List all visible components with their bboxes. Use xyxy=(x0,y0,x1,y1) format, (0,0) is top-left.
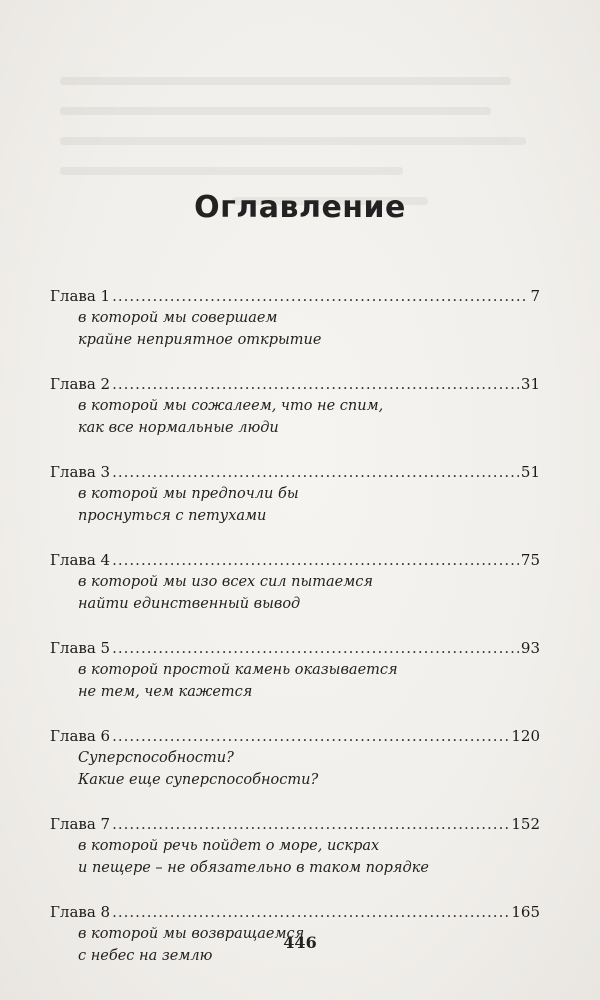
toc-entry-head xyxy=(50,549,540,571)
chapter-page-number: 75 xyxy=(520,551,540,569)
chapter-label: Глава 7 xyxy=(50,815,111,833)
chapter-label: Глава 1 xyxy=(50,287,111,305)
chapter-page-number: 152 xyxy=(511,815,540,833)
chapter-subtitle-line: в которой мы возвращаемся xyxy=(78,926,305,942)
toc-entry-head xyxy=(50,285,540,307)
toc-entry-head xyxy=(50,637,540,659)
chapter-subtitle xyxy=(50,571,540,615)
chapter-subtitle-line: проснуться с петухами xyxy=(78,508,267,524)
chapter-label: Глава 6 xyxy=(50,727,111,745)
chapter-label: Глава 2 xyxy=(50,375,111,393)
chapter-subtitle-line: Какие еще суперспособности? xyxy=(78,772,319,788)
chapter-subtitle-line: в которой мы совершаем xyxy=(78,310,278,326)
table-of-contents xyxy=(50,285,540,989)
chapter-page-number: 165 xyxy=(511,903,540,921)
chapter-page-number: 31 xyxy=(520,375,540,393)
bleed-through-text xyxy=(60,55,550,285)
toc-entry-5[interactable] xyxy=(50,637,540,703)
dot-leader xyxy=(112,285,528,307)
chapter-page-number: 93 xyxy=(520,639,540,657)
chapter-subtitle-line: в которой мы изо всех сил пытаемся xyxy=(78,574,373,590)
chapter-subtitle xyxy=(50,835,540,879)
dot-leader xyxy=(112,725,509,747)
chapter-subtitle-line: в которой мы предпочли бы xyxy=(78,486,299,502)
toc-entry-head xyxy=(50,373,540,395)
chapter-subtitle-line: в которой речь пойдет о море, искрах xyxy=(78,838,380,854)
toc-entry-3[interactable] xyxy=(50,461,540,527)
toc-entry-2[interactable] xyxy=(50,373,540,439)
toc-entry-head xyxy=(50,461,540,483)
toc-entry-head xyxy=(50,725,540,747)
chapter-label: Глава 5 xyxy=(50,639,111,657)
toc-entry-1[interactable] xyxy=(50,285,540,351)
chapter-page-number: 120 xyxy=(511,727,540,745)
chapter-page-number: 7 xyxy=(530,287,540,305)
chapter-subtitle-line: в которой мы сожалеем, что не спим, xyxy=(78,398,384,414)
chapter-subtitle-line: крайне неприятное открытие xyxy=(78,332,322,348)
dot-leader xyxy=(112,637,519,659)
chapter-subtitle xyxy=(50,483,540,527)
chapter-subtitle xyxy=(50,747,540,791)
chapter-label: Глава 4 xyxy=(50,551,111,569)
page-title: Оглавление xyxy=(194,190,406,225)
chapter-page-number: 51 xyxy=(520,463,540,481)
dot-leader xyxy=(112,373,519,395)
dot-leader xyxy=(112,901,509,923)
chapter-subtitle-line: в которой простой камень оказывается xyxy=(78,662,398,678)
chapter-label: Глава 3 xyxy=(50,463,111,481)
chapter-subtitle-line: Суперспособности? xyxy=(78,750,234,766)
chapter-subtitle xyxy=(50,659,540,703)
dot-leader xyxy=(112,461,519,483)
dot-leader xyxy=(112,813,509,835)
toc-entry-head xyxy=(50,813,540,835)
chapter-subtitle-line: не тем, чем кажется xyxy=(78,684,253,700)
chapter-subtitle xyxy=(50,307,540,351)
toc-entry-7[interactable] xyxy=(50,813,540,879)
chapter-subtitle-line: и пещере – не обязательно в таком порядке xyxy=(78,860,429,876)
chapter-subtitle-line: как все нормальные люди xyxy=(78,420,279,436)
chapter-subtitle-line: с небес на землю xyxy=(78,948,213,964)
toc-entry-head xyxy=(50,901,540,923)
toc-entry-6[interactable] xyxy=(50,725,540,791)
chapter-label: Глава 8 xyxy=(50,903,111,921)
chapter-subtitle xyxy=(50,395,540,439)
toc-entry-4[interactable] xyxy=(50,549,540,615)
page-number: 446 xyxy=(283,933,317,952)
chapter-subtitle-line: найти единственный вывод xyxy=(78,596,301,612)
dot-leader xyxy=(112,549,519,571)
